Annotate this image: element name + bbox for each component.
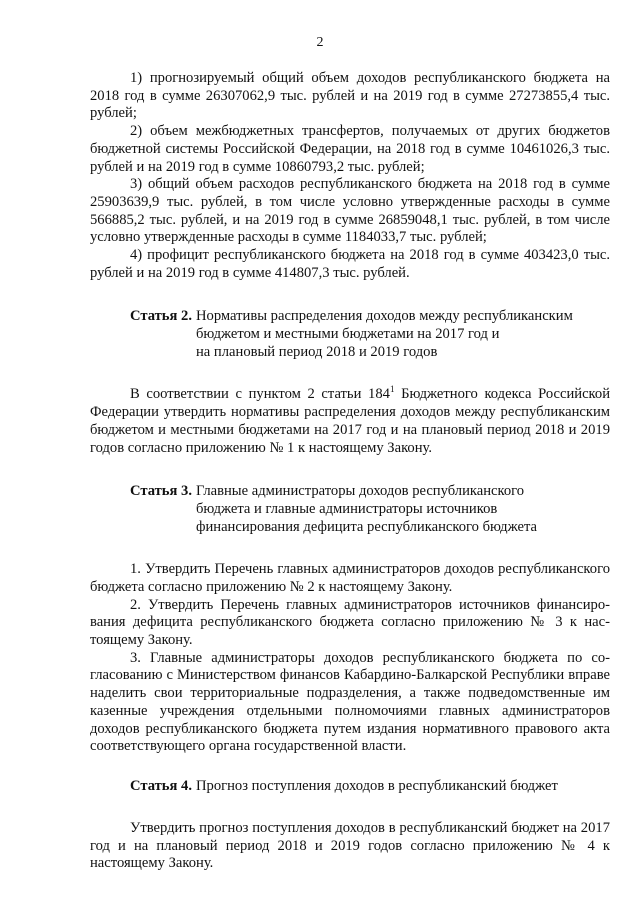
article-3-title-line: бюджета и главные администраторы источников bbox=[196, 501, 498, 518]
article-4-label: Статья 4. bbox=[130, 777, 192, 794]
article-3-heading bbox=[90, 482, 610, 536]
article-3-title-line: Главные администраторы доходов республиканского bbox=[196, 483, 525, 500]
article-2-label: Статья 2. bbox=[130, 308, 192, 325]
clause-1-item-4: 4) профицит республиканского бюджета на 2018 год в сумме 403423,0 тыс. рублей и на 2019 год в сумме 414807,3 тыс. рублей. bbox=[90, 247, 610, 281]
document-body bbox=[90, 70, 610, 873]
clause-1-item-1: 1) прогнозируемый общий объем доходов республиканского бюджета на 2018 год в сумме 26307062,9 тыс. рублей и на 2019 год в сумме 27273855,4 тыс. рублей; bbox=[90, 70, 610, 122]
article-4-title bbox=[196, 777, 610, 795]
article-4-heading bbox=[90, 777, 610, 795]
article-2-title-line: бюджетом и местными бюджетами на 2017 год и bbox=[196, 326, 500, 343]
article-4-title-line: Прогноз поступления доходов в республиканский бюджет bbox=[196, 777, 558, 794]
article-2-title-line: на плановый период 2018 и 2019 годов bbox=[196, 344, 438, 361]
article-3-item-1: 1. Утвердить Перечень главных администраторов доходов республиканского бюджета согласно приложению № 2 к настоящему Закону. bbox=[90, 561, 610, 595]
page-number: 2 bbox=[316, 35, 324, 50]
clause-1-item-2: 2) объем межбюджетных трансфертов, получаемых от других бюджетов бюджетной системы Российской Федерации, на 2018 год в сумме 10461026,3 тыс. рублей и на 2019 год в сумме 10860793,2 тыс. рублей; bbox=[90, 123, 610, 175]
article-3-item-2: 2. Утвердить Перечень главных администраторов источников финансирования дефицита республиканского бюджета согласно приложению № 3 к настоящему Закону. bbox=[90, 596, 610, 649]
article-4-text: Утвердить прогноз поступления доходов в республиканский бюджет на 2017 год и на плановый период 2018 и 2019 годов согласно приложению № 4 к настоящему Закону. bbox=[90, 819, 610, 872]
article-3-label: Статья 3. bbox=[130, 483, 192, 500]
article-2-title bbox=[196, 307, 610, 361]
article-3-title bbox=[196, 482, 610, 536]
article-2-title-line: Нормативы распределения доходов между республиканским bbox=[196, 308, 573, 325]
footnote-superscript: 1 bbox=[389, 384, 395, 395]
clause-1-item-3: 3) общий объем расходов республиканского бюджета на 2018 год в сумме 25903639,9 тыс. рублей, в том числе условно утвержденные расходы в сумме 566885,2 тыс. рублей, и на 2019 год в сумме 26859048,1 тыс. рублей, в том числе условно утвержденные расходы в сумме 1184033,7 тыс. рублей; bbox=[90, 176, 610, 246]
article-3-title-line: финансирования дефицита республиканского бюджета bbox=[196, 519, 537, 536]
article-2-text: В соответствии с пунктом 2 статьи $184^1$ Бюджетного кодекса Российской Федерации утвердить нормативы распределения доходов между республиканским бюджетом и местными бюджетами на 2017 год и на плановый период 2018 и 2019 годов согласно приложению № 1 к настоящему Закону. bbox=[90, 384, 611, 456]
article-3-item-3: 3. Главные администраторы доходов республиканского бюджета по согласованию с Министерством финансов Кабардино-Балкарской Республики вправе наделить свои территориальные подразделения, а также подведомственные им казенные учреждения отдельными полномочиями главных администраторов доходов республиканского бюджета путем издания нормативного правового акта соответствующего органа государственной власти. bbox=[90, 649, 610, 755]
article-2-heading bbox=[90, 307, 610, 361]
